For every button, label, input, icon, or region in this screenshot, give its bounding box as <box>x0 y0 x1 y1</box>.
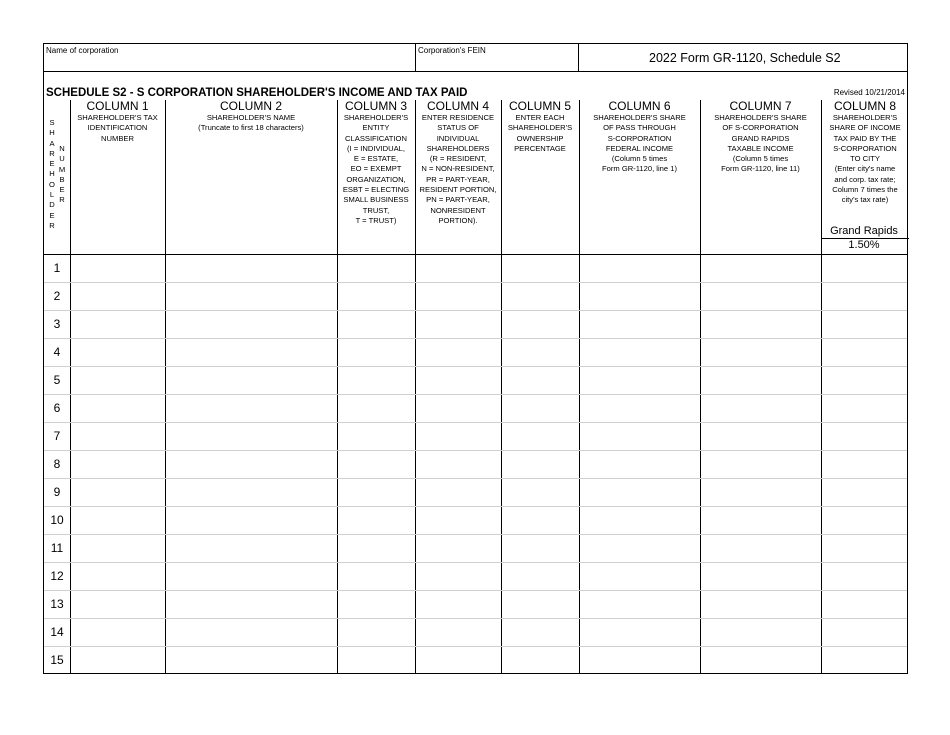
row-2-column-8-cell[interactable] <box>822 283 908 309</box>
row-12-column-6-cell[interactable] <box>580 563 699 589</box>
row-14-column-4-cell[interactable] <box>416 619 500 645</box>
schedule-title: SCHEDULE S2 - S CORPORATION SHAREHOLDER'S INCOME AND TAX PAID <box>46 87 468 99</box>
row-6-column-5-cell[interactable] <box>502 395 578 421</box>
row-3-column-8-cell[interactable] <box>822 311 908 337</box>
row-4-column-5-cell[interactable] <box>502 339 578 365</box>
row-5-column-6-cell[interactable] <box>580 367 699 393</box>
row-9-column-1-cell[interactable] <box>71 479 164 505</box>
row-11-column-1-cell[interactable] <box>71 535 164 561</box>
row-2-column-2-cell[interactable] <box>166 283 336 309</box>
row-number: 14 <box>50 625 64 639</box>
row-6-column-7-cell[interactable] <box>701 395 820 421</box>
column-3-header <box>337 100 415 226</box>
row-1-column-6-cell[interactable] <box>580 255 699 281</box>
row-number: 7 <box>53 429 61 443</box>
row-6-column-6-cell[interactable] <box>580 395 699 421</box>
column-name: COLUMN 5 <box>508 99 571 113</box>
row-9-column-6-cell[interactable] <box>580 479 699 505</box>
row-3-column-1-cell[interactable] <box>71 311 164 337</box>
row-1-column-2-cell[interactable] <box>166 255 336 281</box>
form-header <box>43 43 908 72</box>
row-14-column-1-cell[interactable] <box>71 619 164 645</box>
row-3-column-6-cell[interactable] <box>580 311 699 337</box>
corporation-fein-field[interactable] <box>416 44 579 71</box>
row-7-column-3-cell[interactable] <box>338 423 414 449</box>
city-tax-rate: 1.50% <box>848 239 880 251</box>
row-15-column-6-cell[interactable] <box>580 647 699 673</box>
column-description: SHAREHOLDER'S NAME (Truncate to first 18 characters) <box>198 113 304 133</box>
row-3-column-7-cell[interactable] <box>701 311 820 337</box>
row-2-column-1-cell[interactable] <box>71 283 164 309</box>
column-8-header <box>821 100 909 206</box>
row-8-column-2-cell[interactable] <box>166 451 336 477</box>
row-13-column-2-cell[interactable] <box>166 591 336 617</box>
row-14-column-5-cell[interactable] <box>502 619 578 645</box>
column-name: COLUMN 7 <box>729 99 792 113</box>
row-9-column-7-cell[interactable] <box>701 479 820 505</box>
row-5-column-4-cell[interactable] <box>416 367 500 393</box>
row-15-column-1-cell[interactable] <box>71 647 164 673</box>
row-9-column-5-cell[interactable] <box>502 479 578 505</box>
row-6-column-1-cell[interactable] <box>71 395 164 421</box>
row-13-column-6-cell[interactable] <box>580 591 699 617</box>
row-number: 6 <box>53 401 61 415</box>
row-11-column-4-cell[interactable] <box>416 535 500 561</box>
row-6-column-3-cell[interactable] <box>338 395 414 421</box>
row-2-column-4-cell[interactable] <box>416 283 500 309</box>
row-10-column-7-cell[interactable] <box>701 507 820 533</box>
column-name: COLUMN 8 <box>833 99 896 113</box>
row-14-column-7-cell[interactable] <box>701 619 820 645</box>
row-10-column-3-cell[interactable] <box>338 507 414 533</box>
column-4-header <box>415 100 501 226</box>
column-6-header <box>579 100 700 175</box>
row-5-column-7-cell[interactable] <box>701 367 820 393</box>
row-7-column-8-cell[interactable] <box>822 423 908 449</box>
row-8-column-8-cell[interactable] <box>822 451 908 477</box>
row-13-column-7-cell[interactable] <box>701 591 820 617</box>
column-1-header <box>70 100 165 144</box>
row-1-column-8-cell[interactable] <box>822 255 908 281</box>
row-3-column-3-cell[interactable] <box>338 311 414 337</box>
row-1-column-5-cell[interactable] <box>502 255 578 281</box>
row-number: 1 <box>53 261 61 275</box>
row-number: 2 <box>53 289 61 303</box>
row-9-column-2-cell[interactable] <box>166 479 336 505</box>
row-7-column-1-cell[interactable] <box>71 423 164 449</box>
column-2-header <box>165 100 337 134</box>
row-10-column-2-cell[interactable] <box>166 507 336 533</box>
row-11-column-2-cell[interactable] <box>166 535 336 561</box>
row-14-column-6-cell[interactable] <box>580 619 699 645</box>
row-1-column-3-cell[interactable] <box>338 255 414 281</box>
column-description: SHAREHOLDER'S SHARE OF PASS THROUGH S-CORPORATION FEDERAL INCOME (Column 5 times Form GR-1120, line 1) <box>593 113 686 174</box>
row-12-column-3-cell[interactable] <box>338 563 414 589</box>
form-title: 2022 Form GR-1120, Schedule S2 <box>649 51 841 65</box>
city-name: Grand Rapids <box>830 225 898 237</box>
header-row <box>43 43 908 72</box>
column-description: ENTER RESIDENCE STATUS OF INDIVIDUAL SHAREHOLDERS (R = RESIDENT, N = NON-RESIDENT, PR = PART-YEAR, RESIDENT PORTION, PN = PART-YEAR, NONRESIDENT PORTION). <box>419 113 497 225</box>
row-6-column-8-cell[interactable] <box>822 395 908 421</box>
row-7-column-5-cell[interactable] <box>502 423 578 449</box>
number-vertical-label: N U M B E R <box>58 144 66 205</box>
column-name: COLUMN 2 <box>219 99 282 113</box>
row-number: 11 <box>50 541 64 555</box>
row-number: 10 <box>50 513 64 527</box>
row-12-column-2-cell[interactable] <box>166 563 336 589</box>
row-10-column-1-cell[interactable] <box>71 507 164 533</box>
row-3-column-5-cell[interactable] <box>502 311 578 337</box>
column-description: SHAREHOLDER'S ENTITY CLASSIFICATION (I = INDIVIDUAL, E = ESTATE, EO = EXEMPT ORGANIZATION, ESBT = ELECTING SMALL BUSINESS TRUST, T = TRUST) <box>342 113 410 225</box>
row-7-column-4-cell[interactable] <box>416 423 500 449</box>
row-9-column-3-cell[interactable] <box>338 479 414 505</box>
row-15-column-3-cell[interactable] <box>338 647 414 673</box>
row-12-column-8-cell[interactable] <box>822 563 908 589</box>
row-number: 5 <box>53 373 61 387</box>
row-11-column-5-cell[interactable] <box>502 535 578 561</box>
row-11-column-7-cell[interactable] <box>701 535 820 561</box>
row-4-column-6-cell[interactable] <box>580 339 699 365</box>
column-description: SHAREHOLDER'S SHARE OF S-CORPORATION GRAND RAPIDS TAXABLE INCOME (Column 5 times Form GR-1120, line 11) <box>714 113 807 174</box>
row-12-column-5-cell[interactable] <box>502 563 578 589</box>
row-8-column-5-cell[interactable] <box>502 451 578 477</box>
column-name: COLUMN 1 <box>86 99 149 113</box>
row-8-column-4-cell[interactable] <box>416 451 500 477</box>
row-number: 13 <box>50 597 64 611</box>
row-11-column-3-cell[interactable] <box>338 535 414 561</box>
corporation-fein-label: Corporation's FEIN <box>418 46 486 55</box>
row-14-column-3-cell[interactable] <box>338 619 414 645</box>
row-8-column-6-cell[interactable] <box>580 451 699 477</box>
shareholder-vertical-label: S H A R E H O L D E R <box>49 118 55 230</box>
row-15-column-2-cell[interactable] <box>166 647 336 673</box>
row-10-column-8-cell[interactable] <box>822 507 908 533</box>
row-1-column-7-cell[interactable] <box>701 255 820 281</box>
column-name: COLUMN 4 <box>426 99 489 113</box>
row-8-column-7-cell[interactable] <box>701 451 820 477</box>
row-12-column-7-cell[interactable] <box>701 563 820 589</box>
row-4-column-1-cell[interactable] <box>71 339 164 365</box>
column-5-header <box>501 100 579 154</box>
row-15-column-4-cell[interactable] <box>416 647 500 673</box>
column-7-header <box>700 100 821 175</box>
row-3-column-2-cell[interactable] <box>166 311 336 337</box>
row-2-column-7-cell[interactable] <box>701 283 820 309</box>
row-6-column-4-cell[interactable] <box>416 395 500 421</box>
row-10-column-4-cell[interactable] <box>416 507 500 533</box>
row-14-column-8-cell[interactable] <box>822 619 908 645</box>
row-14-column-2-cell[interactable] <box>166 619 336 645</box>
row-5-column-2-cell[interactable] <box>166 367 336 393</box>
row-5-column-5-cell[interactable] <box>502 367 578 393</box>
row-13-column-3-cell[interactable] <box>338 591 414 617</box>
row-13-column-5-cell[interactable] <box>502 591 578 617</box>
column-name: COLUMN 6 <box>608 99 671 113</box>
row-8-column-3-cell[interactable] <box>338 451 414 477</box>
column-description: SHAREHOLDER'S TAX IDENTIFICATION NUMBER <box>77 113 158 143</box>
row-number: 12 <box>50 569 64 583</box>
row-3-column-4-cell[interactable] <box>416 311 500 337</box>
corporation-name-label: Name of corporation <box>46 46 119 55</box>
row-9-column-4-cell[interactable] <box>416 479 500 505</box>
row-11-column-6-cell[interactable] <box>580 535 699 561</box>
column-description: SHAREHOLDER'S SHARE OF INCOME TAX PAID BY THE S-CORPORATION TO CITY (Enter city's name and corp. tax rate; Column 7 times the city's tax rate) <box>829 113 901 205</box>
row-6-column-2-cell[interactable] <box>166 395 336 421</box>
row-2-column-6-cell[interactable] <box>580 283 699 309</box>
row-1-column-1-cell[interactable] <box>71 255 164 281</box>
schedule-table <box>43 71 908 674</box>
row-8-column-1-cell[interactable] <box>71 451 164 477</box>
row-number: 3 <box>53 317 61 331</box>
row-2-column-3-cell[interactable] <box>338 283 414 309</box>
row-4-column-7-cell[interactable] <box>701 339 820 365</box>
row-12-column-4-cell[interactable] <box>416 563 500 589</box>
row-13-column-4-cell[interactable] <box>416 591 500 617</box>
column-description: ENTER EACH SHAREHOLDER'S OWNERSHIP PERCENTAGE <box>507 113 573 153</box>
row-4-column-3-cell[interactable] <box>338 339 414 365</box>
row-7-column-7-cell[interactable] <box>701 423 820 449</box>
row-15-column-7-cell[interactable] <box>701 647 820 673</box>
form-title-cell <box>579 44 907 71</box>
row-15-column-5-cell[interactable] <box>502 647 578 673</box>
row-15-column-8-cell[interactable] <box>822 647 908 673</box>
row-number: 15 <box>50 653 64 667</box>
row-10-column-6-cell[interactable] <box>580 507 699 533</box>
row-7-column-6-cell[interactable] <box>580 423 699 449</box>
row-1-column-4-cell[interactable] <box>416 255 500 281</box>
row-number: 4 <box>53 345 61 359</box>
corporation-name-field[interactable] <box>44 44 416 71</box>
row-4-column-2-cell[interactable] <box>166 339 336 365</box>
revised-date: Revised 10/21/2014 <box>833 88 905 97</box>
column-name: COLUMN 3 <box>344 99 407 113</box>
row-number: 8 <box>53 457 61 471</box>
row-4-column-4-cell[interactable] <box>416 339 500 365</box>
row-2-column-5-cell[interactable] <box>502 283 578 309</box>
row-12-column-1-cell[interactable] <box>71 563 164 589</box>
row-5-column-8-cell[interactable] <box>822 367 908 393</box>
row-13-column-8-cell[interactable] <box>822 591 908 617</box>
row-13-column-1-cell[interactable] <box>71 591 164 617</box>
row-10-column-5-cell[interactable] <box>502 507 578 533</box>
row-11-column-8-cell[interactable] <box>822 535 908 561</box>
row-4-column-8-cell[interactable] <box>822 339 908 365</box>
row-7-column-2-cell[interactable] <box>166 423 336 449</box>
row-9-column-8-cell[interactable] <box>822 479 908 505</box>
row-5-column-3-cell[interactable] <box>338 367 414 393</box>
row-5-column-1-cell[interactable] <box>71 367 164 393</box>
row-number: 9 <box>53 485 61 499</box>
